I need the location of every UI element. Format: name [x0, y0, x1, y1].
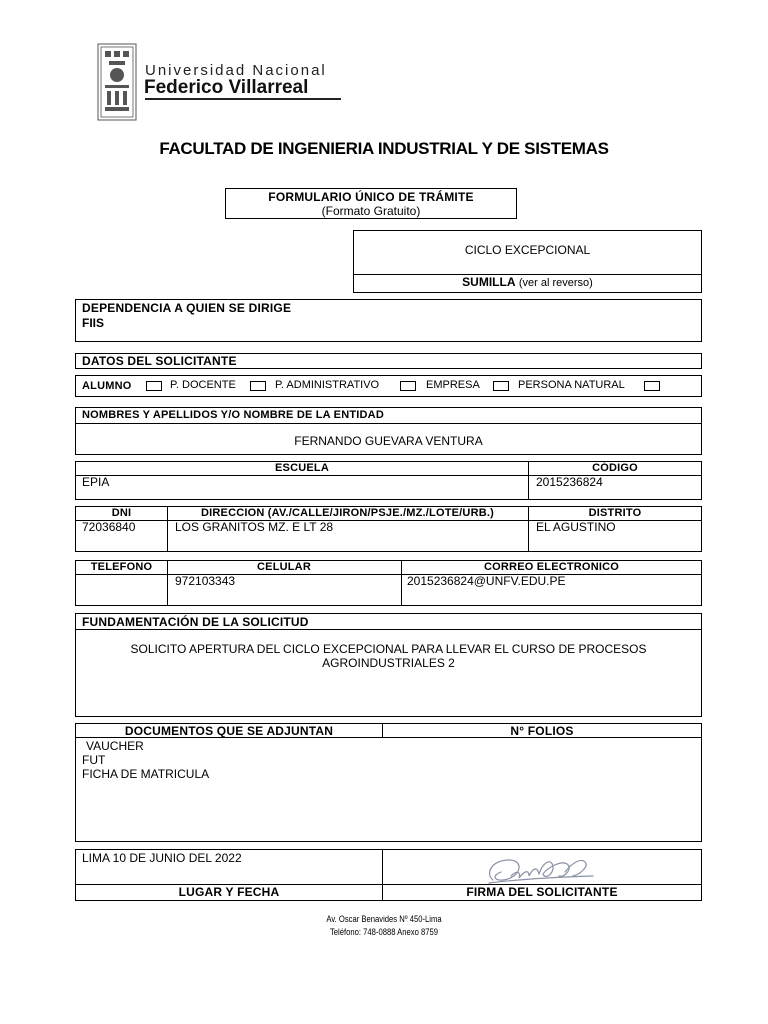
escuela-value: EPIA: [82, 475, 110, 489]
form-title-box: [225, 188, 517, 219]
datos-solicitante-header: [75, 353, 702, 369]
documento-item: FICHA DE MATRICULA: [82, 767, 210, 781]
lugar-fecha-label: LUGAR Y FECHA: [178, 885, 280, 899]
option-docente-label: P. DOCENTE: [170, 379, 236, 391]
documentos-label: DOCUMENTOS QUE SE ADJUNTAN: [124, 724, 334, 738]
solicitante-type-row: [75, 375, 702, 397]
sumilla-label: SUMILLA: [462, 275, 516, 289]
lugar-fecha-value: LIMA 10 DE JUNIO DEL 2022: [82, 851, 242, 865]
dni-value: 72036840: [82, 520, 136, 534]
fundamentacion-line1: SOLICITO APERTURA DEL CICLO EXCEPCIONAL PARA LLEVAR EL CURSO DE PROCESOS: [130, 642, 647, 656]
documento-item: VAUCHER: [86, 739, 144, 753]
direccion-value: LOS GRANITOS MZ. E LT 28: [175, 520, 334, 534]
fundamentacion-line2: AGROINDUSTRIALES 2: [322, 656, 455, 670]
option-administrativo-label: P. ADMINISTRATIVO: [275, 379, 380, 391]
faculty-title: FACULTAD DE INGENIERIA INDUSTRIAL Y DE SISTEMAS: [159, 139, 609, 158]
correo-label: CORREO ELECTRONICO: [484, 561, 619, 573]
university-seal-logo: [97, 43, 137, 121]
footer-phone: Teléfono: 748-0888 Anexo 8759: [329, 927, 439, 937]
telefono-label: TELEFONO: [90, 561, 153, 573]
footer-address: Av. Oscar Benavides Nº 450-Lima: [326, 914, 442, 924]
nombres-value: FERNANDO GUEVARA VENTURA: [294, 434, 483, 448]
datos-solicitante-label: DATOS DEL SOLICITANTE: [82, 354, 237, 368]
nombres-box: [75, 407, 702, 455]
option-empresa-checkbox[interactable]: [493, 381, 509, 391]
option-persona-natural-checkbox[interactable]: [644, 381, 660, 391]
sumilla-value: CICLO EXCEPCIONAL: [464, 243, 591, 257]
dependencia-label: DEPENDENCIA A QUIEN SE DIRIGE: [82, 301, 292, 315]
university-name-line1: Universidad Nacional: [145, 62, 327, 79]
signature-image: [481, 852, 601, 888]
escuela-box: [75, 461, 702, 500]
option-alumno-label: ALUMNO: [82, 380, 132, 392]
sumilla-box: [353, 230, 702, 293]
distrito-value: EL AGUSTINO: [536, 520, 616, 534]
form-subtitle: (Formato Gratuito): [321, 204, 421, 218]
celular-value: 972103343: [175, 574, 236, 588]
contacto-box: [75, 560, 702, 606]
option-persona-natural-label: PERSONA NATURAL: [518, 379, 625, 391]
option-docente-checkbox[interactable]: [250, 381, 266, 391]
celular-label: CELULAR: [257, 561, 311, 573]
university-underline: [145, 98, 341, 100]
university-name-line2: Federico Villarreal: [144, 77, 309, 98]
distrito-label: DISTRITO: [588, 507, 642, 519]
documentos-box: [75, 723, 702, 842]
dependencia-box: [75, 299, 702, 342]
correo-value: 2015236824@UNFV.EDU.PE: [407, 574, 566, 588]
option-alumno-checkbox[interactable]: [146, 381, 162, 391]
nombres-label: NOMBRES Y APELLIDOS Y/O NOMBRE DE LA ENTIDAD: [82, 409, 384, 421]
firma-box: [75, 849, 702, 901]
direccion-label: DIRECCION (AV./CALLE/JIRON/PSJE./MZ./LOTE/URB.): [201, 507, 494, 519]
fundamentacion-label: FUNDAMENTACIÓN DE LA SOLICITUD: [82, 615, 309, 629]
codigo-value: 2015236824: [536, 475, 603, 489]
dependencia-value: FIIS: [82, 316, 105, 330]
form-title: FORMULARIO ÚNICO DE TRÁMITE: [268, 190, 474, 204]
fundamentacion-box: [75, 613, 702, 717]
option-empresa-label: EMPRESA: [426, 379, 480, 391]
escuela-label: ESCUELA: [275, 462, 329, 474]
firma-label: FIRMA DEL SOLICITANTE: [466, 885, 618, 899]
option-administrativo-checkbox[interactable]: [400, 381, 416, 391]
codigo-label: CÓDIGO: [592, 462, 638, 474]
sumilla-label-row: [354, 275, 701, 289]
documento-item: FUT: [82, 753, 106, 767]
direccion-box: [75, 506, 702, 552]
folios-label: N° FOLIOS: [510, 724, 574, 738]
dni-label: DNI: [111, 507, 132, 519]
sumilla-note: (ver al reverso): [518, 277, 593, 289]
